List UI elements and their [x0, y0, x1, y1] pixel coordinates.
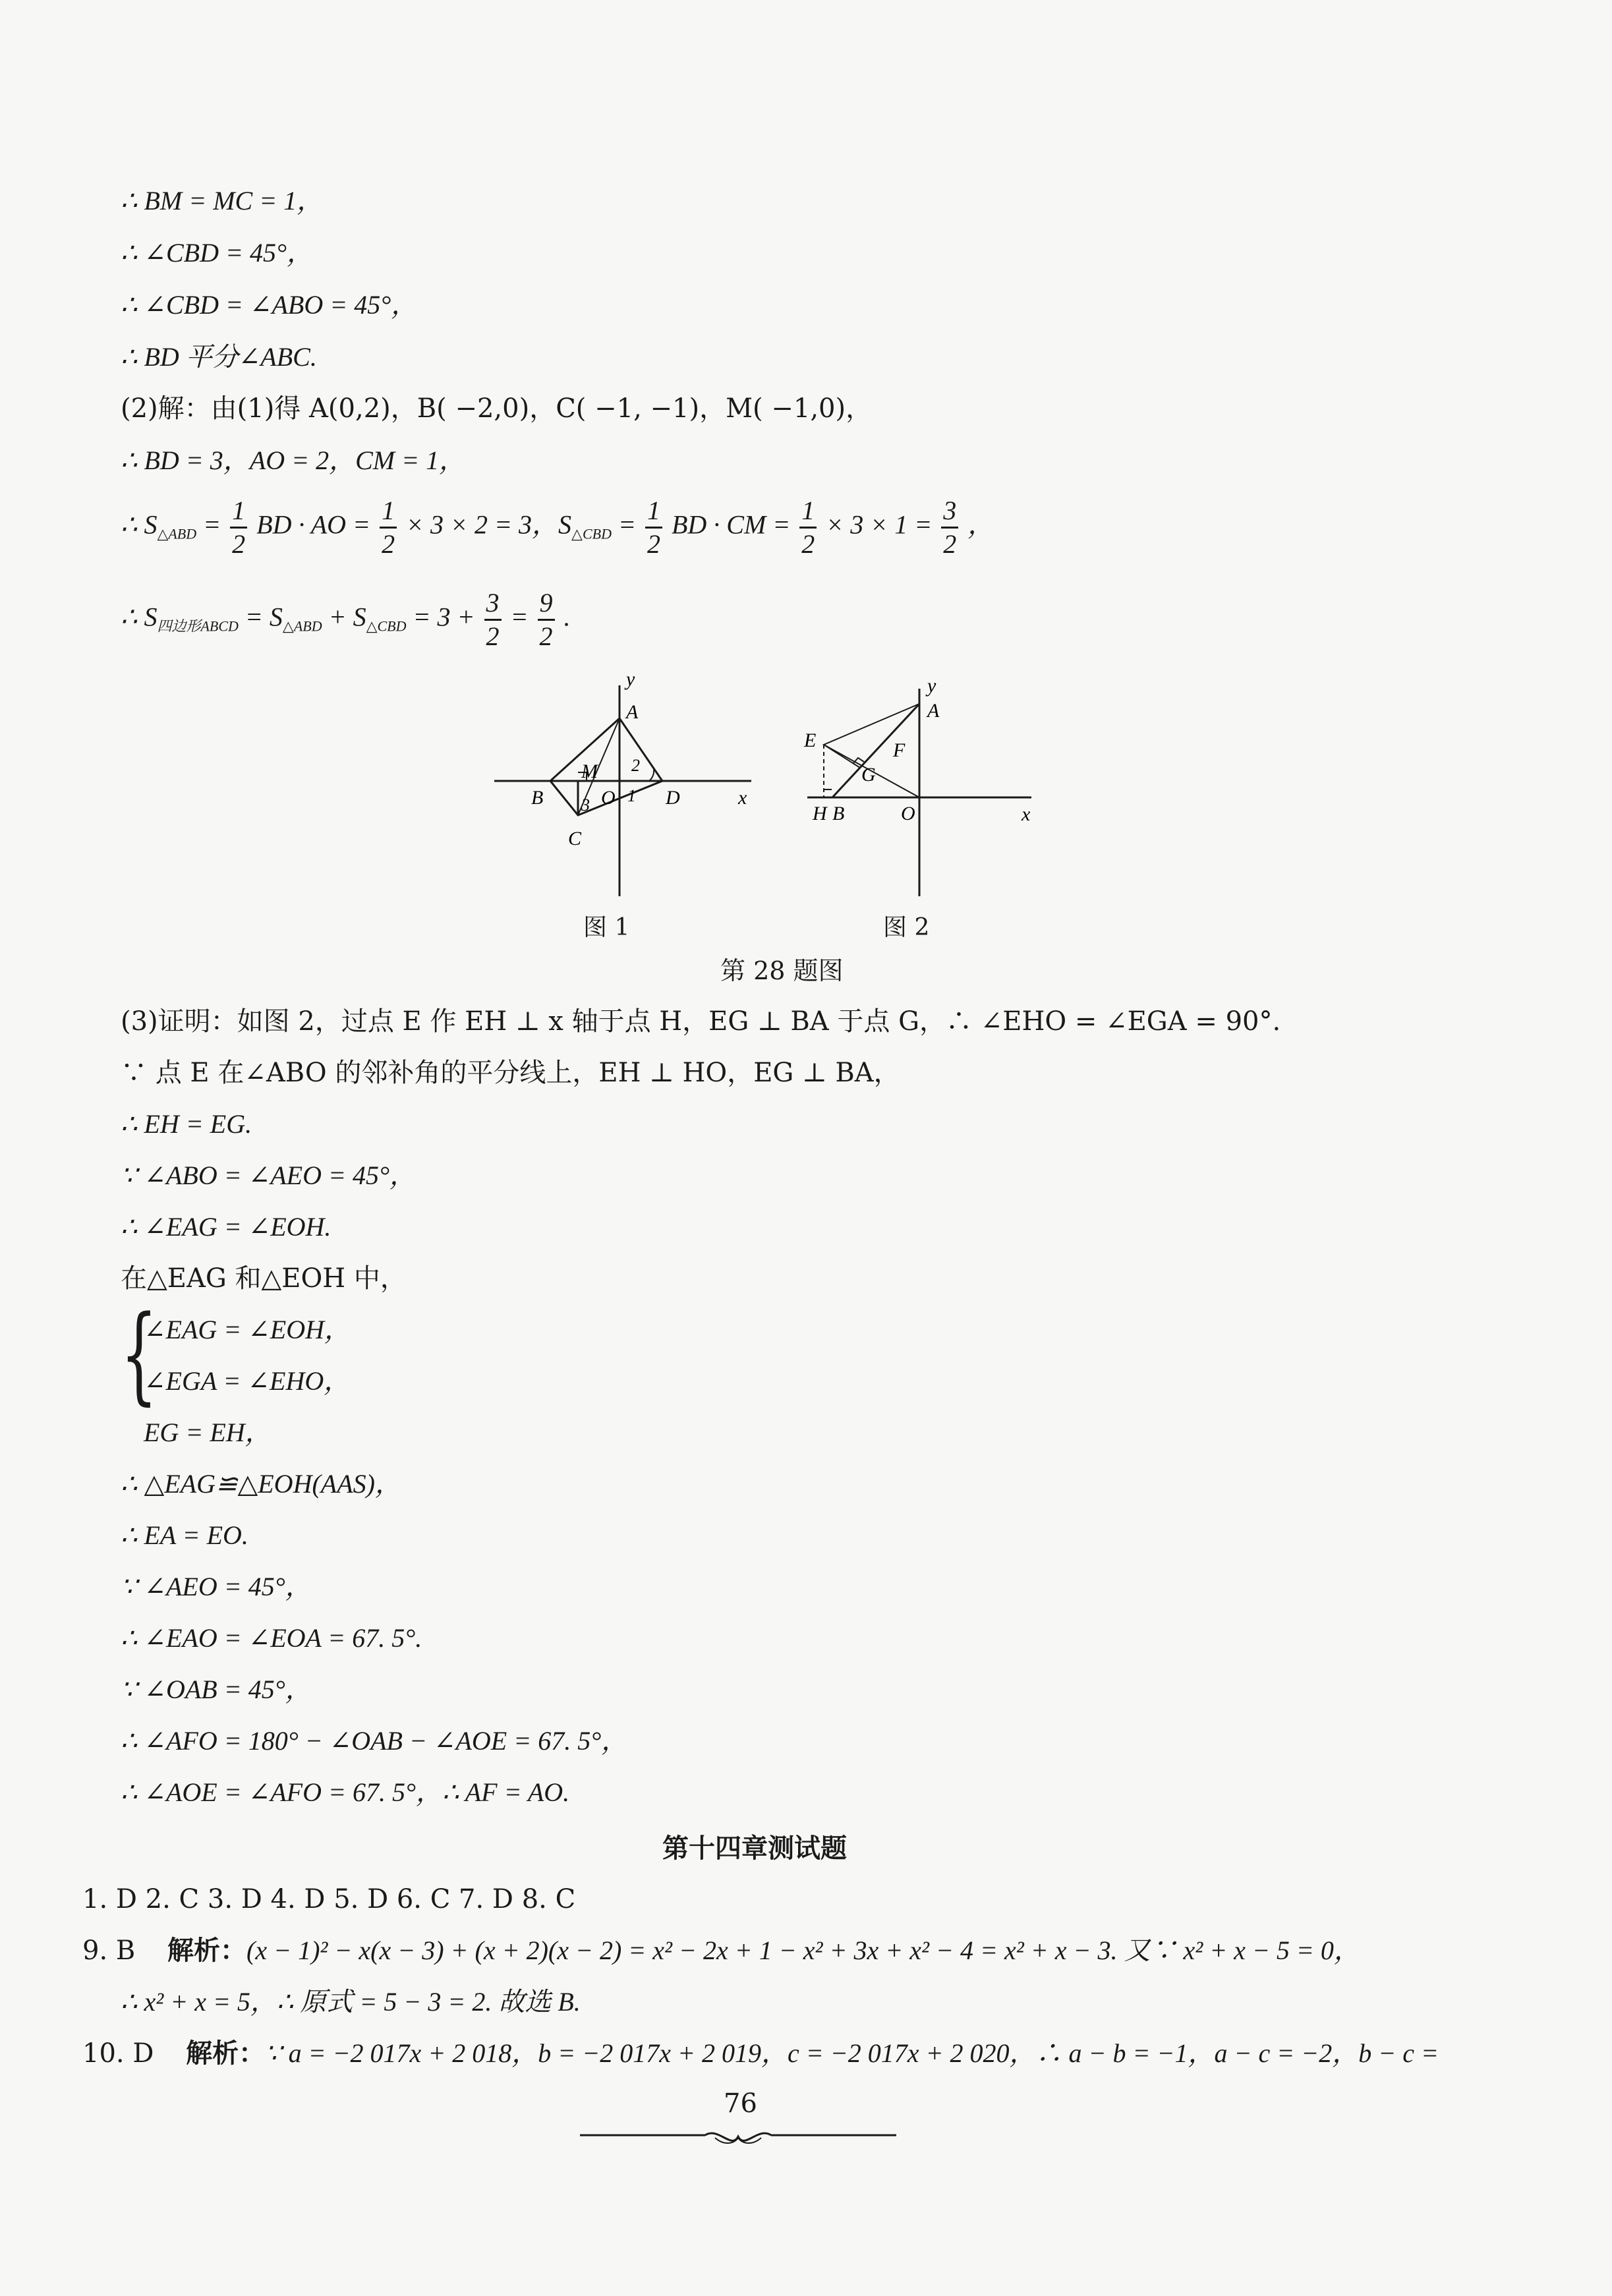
fig2-label-y: y	[927, 675, 936, 697]
fig1-label-x: x	[738, 787, 747, 809]
page-number: 76	[724, 2088, 757, 2119]
question-9-cont: ∴ x² + x = 5，∴ 原式 = 5 − 3 = 2. 故选 B.	[121, 1987, 581, 2017]
fraction-half: $\frac{1}{2}$	[380, 498, 397, 558]
fig2-label-F: F	[893, 739, 906, 761]
part3-cont-6: ∴ ∠AFO = 180° − ∠OAB − ∠AOE = 67. 5°，	[121, 1726, 628, 1756]
part2-lengths: ∴ BD = 3，AO = 2，CM = 1，	[121, 445, 466, 475]
footer-ornament	[580, 2123, 896, 2156]
question-10	[82, 2040, 1439, 2067]
fig1-label-A: A	[626, 701, 639, 723]
q10-label: 解析：	[186, 2038, 266, 2069]
chapter-title: 第十四章测试题	[662, 1833, 847, 1864]
part3-line-4: ∵ ∠ABO = ∠AEO = 45°，	[121, 1161, 416, 1190]
q10-text: ∵ a = −2 017x + 2 018，b = −2 017x + 2 019，c = −2 017x + 2 020，∴ a − b = −1，a − c = −2，b − c =	[265, 2038, 1439, 2068]
fig1-label-B: B	[531, 787, 544, 809]
area-line: ∴ $S_{\triangle ABD}$ = $\frac{1}{2}$ BD · AO = $\frac{1}{2}$ × 3 × 2 = 3，$S_{\triangle CBD}$ = $\frac{1}{2}$ BD · CM = $\frac{1}{2}$ × 3 × 1 = $\frac{3}{2}$ ，	[121, 496, 994, 559]
system-line-1: ∠EAG = ∠EOH，	[144, 1315, 351, 1344]
part3-cont-5: ∵ ∠OAB = 45°，	[121, 1675, 312, 1704]
figure-1	[488, 672, 764, 909]
part3-line-5: ∴ ∠EAG = ∠EOH.	[121, 1212, 331, 1242]
proof-line-3: ∴ ∠CBD = ∠ABO = 45°，	[121, 290, 418, 320]
fig1-label-M: M	[581, 761, 598, 782]
part2-intro: (2)解：由(1)得 A(0,2)，B( −2,0)，C( −1, −1)，M( −1,0)，	[121, 393, 873, 424]
answers-1-8: 1. D 2. C 3. D 4. D 5. D 6. C 7. D 8. C	[82, 1884, 576, 1914]
proof-line-1: ∴ BM = MC = 1，	[121, 186, 324, 215]
total-area-line: ∴ $S_{四边形ABCD} = S_{\triangle ABD} + S_{\triangle CBD} = 3$ + $\frac{3}{2}$ = $\frac{9}{2}$ .	[121, 588, 571, 651]
fraction-half: $\frac{1}{2}$	[799, 498, 817, 558]
figure-2	[788, 672, 1045, 909]
q10-number: 10. D	[82, 2038, 154, 2069]
system-line-2: ∠EGA = ∠EHO，	[144, 1366, 351, 1396]
figure-group-caption: 第 28 题图	[720, 956, 844, 985]
q9-number: 9. B	[82, 1936, 136, 1966]
fig2-label-G: G	[861, 764, 876, 786]
system-brace: {	[120, 1292, 158, 1416]
fraction-three-halves: $\frac{3}{2}$	[941, 498, 958, 558]
fig1-label-C: C	[568, 828, 582, 849]
fig2-label-O: O	[901, 803, 915, 824]
fig2-eg-segment	[824, 745, 860, 768]
fraction-half: $\frac{1}{2}$	[230, 498, 247, 558]
part3-cont-3: ∵ ∠AEO = 45°，	[121, 1572, 312, 1601]
q9-text: (x − 1)² − x(x − 3) + (x + 2)(x − 2) = x² − 2x + 1 − x² + 3x + x² − 4 = x² + x − 3. 又∵ x² + x − 5 = 0，	[246, 1936, 1360, 1965]
fig2-label-x: x	[1022, 803, 1031, 825]
fig1-label-O: O	[601, 787, 616, 809]
figure-2-caption: 图 2	[883, 914, 930, 941]
proof-line-2: ∴ ∠CBD = 45°，	[121, 238, 313, 268]
question-9	[82, 1937, 1360, 1964]
part3-line-2: ∵ 点 E 在∠ABO 的邻补角的平分线上，EH ⊥ HO，EG ⊥ BA，	[121, 1058, 900, 1088]
figure-1-caption: 图 1	[583, 914, 630, 941]
fig2-label-B: B	[832, 803, 845, 824]
fig1-label-3: 3	[581, 795, 590, 815]
part3-cont-2: ∴ EA = EO.	[121, 1520, 248, 1550]
fraction-nine-halves: $\frac{9}{2}$	[538, 590, 555, 650]
proof-line-4: ∴ BD 平分∠ABC.	[121, 342, 317, 372]
q9-label: 解析：	[167, 1936, 246, 1966]
part3-line-1: (3)证明：如图 2，过点 E 作 EH ⊥ x 轴于点 H，EG ⊥ BA 于点 G，∴ ∠EHO = ∠EGA = 90°.	[121, 1006, 1281, 1037]
fig1-label-y: y	[626, 672, 635, 690]
part3-cont-4: ∴ ∠EAO = ∠EOA = 67. 5°.	[121, 1623, 422, 1653]
part3-cont-1: ∴ △EAG≌△EOH(AAS)，	[121, 1469, 401, 1499]
fraction-half: $\frac{1}{2}$	[645, 498, 662, 558]
fig2-line-ba	[832, 704, 919, 797]
fig1-label-D: D	[666, 787, 680, 809]
fig2-label-A: A	[927, 700, 940, 722]
fig1-label-2: 2	[631, 756, 640, 775]
fig2-label-E: E	[804, 730, 817, 751]
fig1-label-1: 1	[627, 786, 636, 805]
part3-cont-7: ∴ ∠AOE = ∠AFO = 67. 5°，∴ AF = AO.	[121, 1777, 570, 1807]
fraction-three-halves: $\frac{3}{2}$	[484, 590, 502, 650]
part3-line-3: ∴ EH = EG.	[121, 1109, 252, 1139]
system-line-3: EG = EH，	[144, 1418, 272, 1447]
fig2-label-H: H	[813, 803, 827, 824]
part3-line-6: 在△EAG 和△EOH 中，	[121, 1263, 407, 1294]
